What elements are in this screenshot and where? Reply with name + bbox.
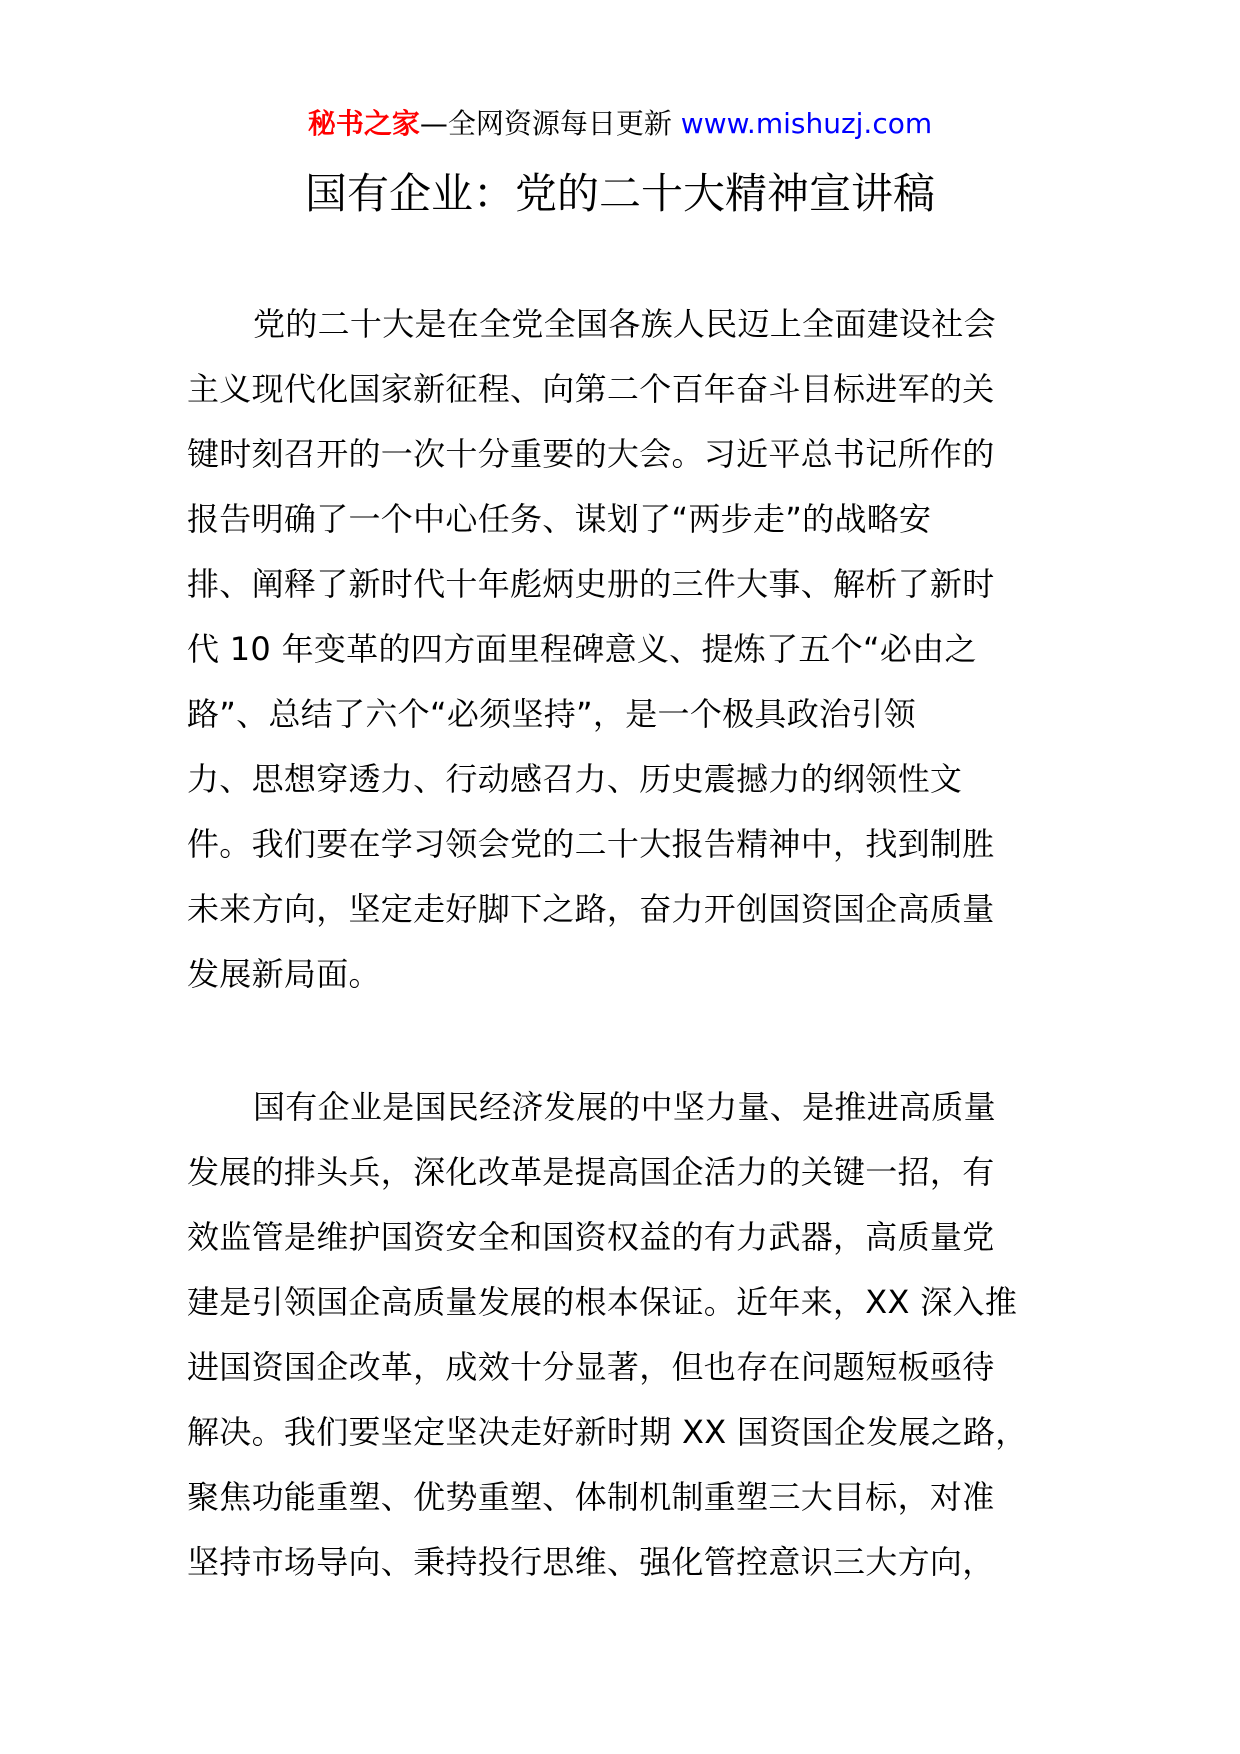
- header-tagline: —全网资源每日更新: [419, 107, 672, 140]
- site-header: [0, 104, 1240, 144]
- paragraph-line: 主义现代化国家新征程、向第二个百年奋斗目标进军的关: [187, 370, 995, 408]
- paragraph-line: 力、思想穿透力、行动感召力、历史震撼力的纲领性文: [187, 760, 963, 798]
- paragraph: [187, 292, 1057, 1007]
- paragraph-line: 坚持市场导向、秉持投行思维、强化管控意识三大方向，: [187, 1543, 995, 1581]
- paragraph-line: 路”、总结了六个“必须坚持”，是一个极具政治引领: [187, 695, 916, 733]
- paragraph-line: 报告明确了一个中心任务、谋划了“两步走”的战略安: [187, 500, 932, 538]
- paragraph-line: 聚焦功能重塑、优势重塑、体制机制重塑三大目标，对准: [187, 1478, 995, 1516]
- paragraph-line: 排、阐释了新时代十年彪炳史册的三件大事、解析了新时: [187, 565, 995, 603]
- paragraph-line: 国有企业是国民经济发展的中坚力量、是推进高质量: [253, 1088, 996, 1126]
- paragraph-line: 建是引领国企高质量发展的根本保证。近年来，XX 深入推: [187, 1283, 1018, 1321]
- paragraph-line: 件。我们要在学习领会党的二十大报告精神中，找到制胜: [187, 825, 995, 863]
- paragraph-line: 效监管是维护国资安全和国资权益的有力武器，高质量党: [187, 1218, 995, 1256]
- paragraph-line: 解决。我们要坚定坚决走好新时期 XX 国资国企发展之路，: [187, 1413, 1028, 1451]
- paragraph-line: 代 10 年变革的四方面里程碑意义、提炼了五个“必由之: [187, 630, 977, 668]
- paragraph-line: 键时刻召开的一次十分重要的大会。习近平总书记所作的: [187, 435, 995, 473]
- paragraph-line: 进国资国企改革，成效十分显著，但也存在问题短板亟待: [187, 1348, 995, 1386]
- paragraph-line: 发展的排头兵，深化改革是提高国企活力的关键一招，有: [187, 1153, 995, 1191]
- document-title: 国有企业：党的二十大精神宣讲稿: [304, 169, 935, 218]
- site-url: www.mishuzj.com: [671, 107, 933, 140]
- paragraph-line: 党的二十大是在全党全国各族人民迈上全面建设社会: [253, 305, 996, 343]
- paragraph-line: 未来方向，坚定走好脚下之路，奋力开创国资国企高质量: [187, 890, 995, 928]
- brand-name: 秘书之家: [307, 107, 420, 140]
- paragraph: [187, 1075, 1057, 1595]
- paragraph-line: 发展新局面。: [187, 955, 381, 993]
